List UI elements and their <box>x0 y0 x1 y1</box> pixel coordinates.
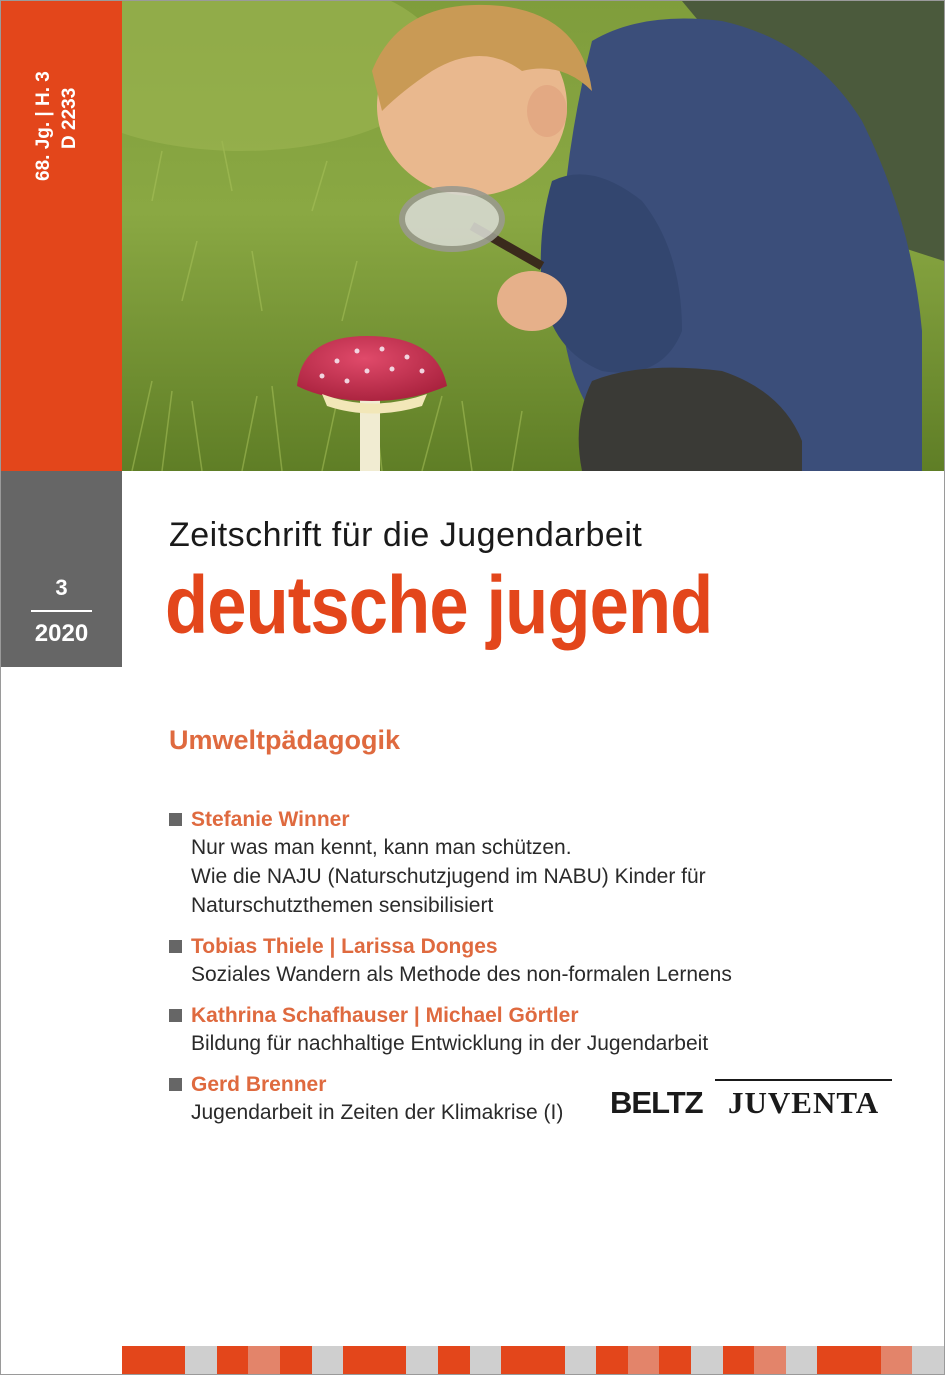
strip-segment <box>217 1346 249 1374</box>
issue-year: 2020 <box>34 620 89 647</box>
logo-juventa: JUVENTA <box>728 1085 880 1120</box>
volume-strip <box>1 1 122 471</box>
volume-info <box>31 31 91 181</box>
issue-box <box>1 471 122 667</box>
toc-entry <box>169 934 869 989</box>
decorative-color-strip <box>122 1346 944 1374</box>
strip-segment <box>565 1346 597 1374</box>
strip-segment <box>312 1346 344 1374</box>
volume-line: 68. Jg. | H. 3 <box>33 71 54 181</box>
toc-title: Soziales Wandern als Methode des non-formalen Lernens <box>191 963 732 986</box>
square-bullet-icon <box>169 940 182 953</box>
strip-segment <box>912 1346 944 1374</box>
strip-segment <box>343 1346 375 1374</box>
toc-entry <box>169 807 869 920</box>
square-bullet-icon <box>169 813 182 826</box>
toc-author: Stefanie Winner <box>191 808 350 831</box>
strip-segment <box>723 1346 755 1374</box>
issn-line: D 2233 <box>59 87 80 149</box>
toc-entry <box>169 1003 869 1058</box>
cover-photo <box>122 1 944 471</box>
strip-segment <box>596 1346 628 1374</box>
publisher-logo <box>610 1079 892 1119</box>
strip-segment <box>786 1346 818 1374</box>
strip-segment <box>628 1346 660 1374</box>
square-bullet-icon <box>169 1078 182 1091</box>
logo-beltz: BELTZ <box>610 1085 703 1120</box>
strip-segment <box>501 1346 533 1374</box>
toc-author: Gerd Brenner <box>191 1073 327 1096</box>
toc-title: Naturschutzthemen sensibilisiert <box>191 894 494 917</box>
toc-title: Jugendarbeit in Zeiten der Klimakrise (I) <box>191 1101 564 1124</box>
boy-with-magnifier-image <box>122 1 944 471</box>
issue-number: 3 <box>55 575 68 600</box>
strip-segment <box>849 1346 881 1374</box>
strip-segment <box>659 1346 691 1374</box>
logo-rule <box>715 1079 892 1081</box>
issue-divider <box>31 610 92 612</box>
strip-segment <box>185 1346 217 1374</box>
toc-title: Wie die NAJU (Naturschutzjugend im NABU) Kinder für <box>191 865 706 888</box>
square-bullet-icon <box>169 1009 182 1022</box>
strip-segment <box>375 1346 407 1374</box>
strip-segment <box>154 1346 186 1374</box>
issue-theme: Umweltpädagogik <box>169 725 401 755</box>
toc-author: Kathrina Schafhauser | Michael Görtler <box>191 1004 579 1027</box>
journal-subtitle: Zeitschrift für die Jugendarbeit <box>169 516 643 554</box>
strip-segment <box>280 1346 312 1374</box>
strip-segment <box>406 1346 438 1374</box>
toc-title: Bildung für nachhaltige Entwicklung in der Jugendarbeit <box>191 1032 709 1055</box>
toc-title: Nur was man kennt, kann man schützen. <box>191 836 572 859</box>
strip-segment <box>122 1346 154 1374</box>
strip-segment <box>438 1346 470 1374</box>
strip-segment <box>817 1346 849 1374</box>
strip-segment <box>470 1346 502 1374</box>
strip-segment <box>533 1346 565 1374</box>
toc-author: Tobias Thiele | Larissa Donges <box>191 935 498 958</box>
journal-title: deutsche jugend <box>165 560 713 651</box>
strip-segment <box>754 1346 786 1374</box>
strip-segment <box>691 1346 723 1374</box>
strip-segment <box>881 1346 913 1374</box>
strip-segment <box>248 1346 280 1374</box>
